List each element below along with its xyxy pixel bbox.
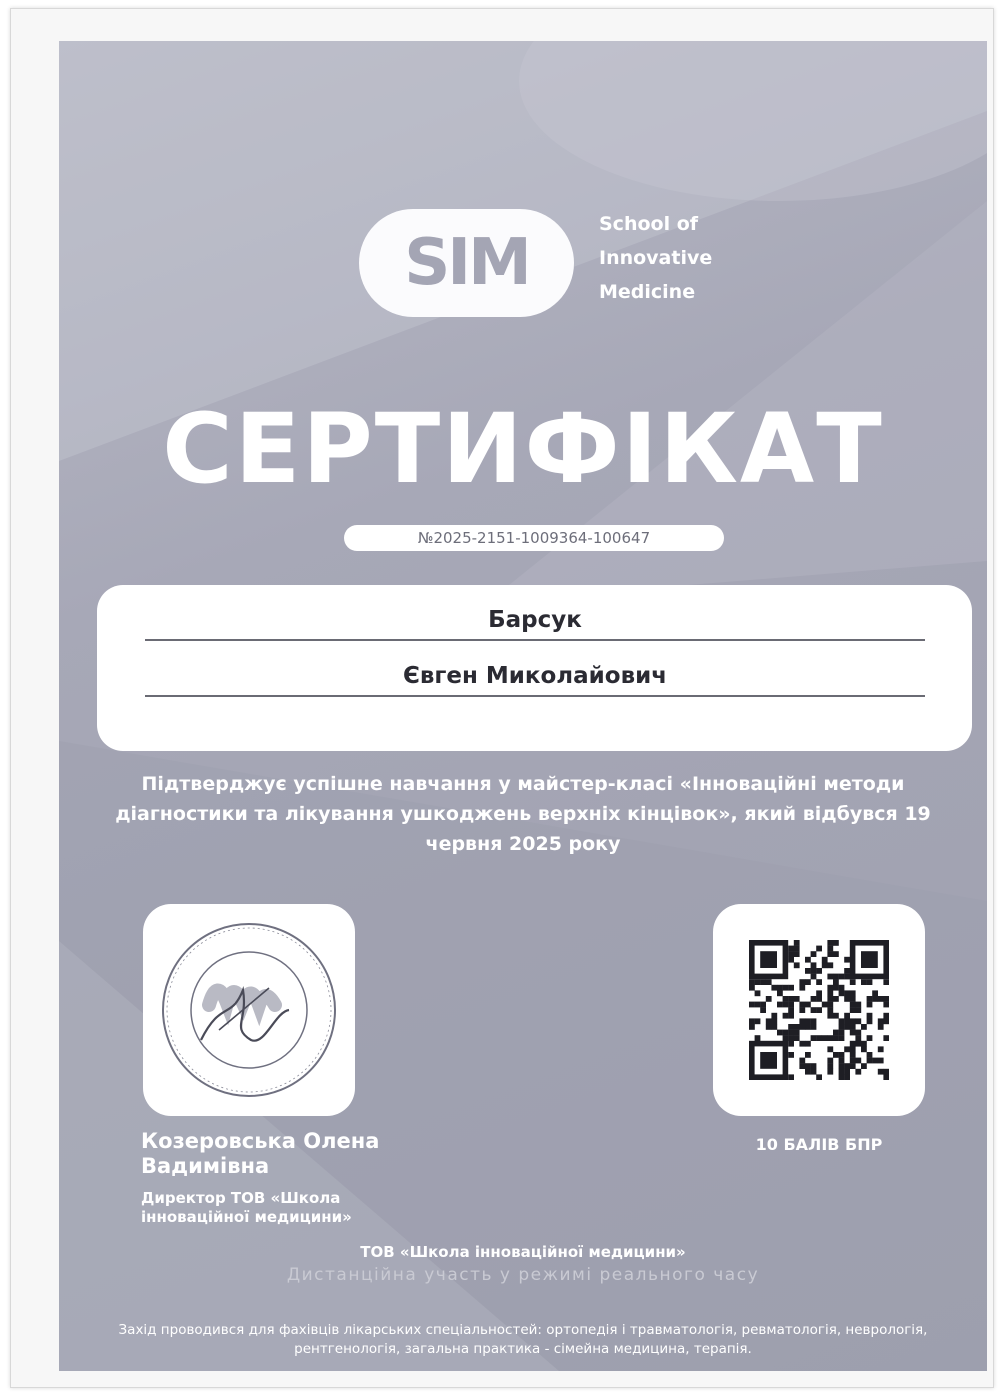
logo-caption-line: Innovative	[599, 247, 713, 269]
certificate-number: №2025-2151-1009364-100647	[344, 525, 724, 551]
participation-mode: Дистанційна участь у режимі реального часу	[286, 1265, 760, 1285]
certificate-title: СЕРТИФІКАТ	[162, 393, 884, 505]
signer-name: Козеровська Олена Вадимівна	[141, 1129, 380, 1178]
signer-role: Директор ТОВ «Школа інноваційної медицини»	[141, 1189, 352, 1226]
recipient-panel	[97, 585, 972, 751]
logo-caption	[599, 207, 799, 309]
recipient-surname: Барсук	[145, 607, 925, 641]
qr-code-icon	[749, 940, 889, 1080]
cpd-points: 10 БАЛІВ БПР	[755, 1135, 883, 1154]
qr-panel	[713, 904, 925, 1116]
stamp-panel	[143, 904, 355, 1116]
organization-name: ТОВ «Школа інноваційної медицини»	[360, 1243, 686, 1261]
sim-logo	[359, 209, 574, 317]
logo-caption-line: School of	[599, 213, 699, 235]
logo-mark: SIM	[404, 226, 529, 300]
footer-note: Захід проводився для фахівців лікарських спеціальностей: ортопедія і травматологія, ревматологія, неврологія, рентгенологія, загальна практика - сімейна медицина, терапія.	[118, 1322, 928, 1357]
seal-icon	[149, 910, 349, 1110]
certificate	[59, 41, 987, 1371]
confirmation-text: Підтверджує успішне навчання у майстер-класі «Інноваційні методи діагностики та лікування ушкоджень верхніх кінцівок», який відбувся 19 червня 2025 року	[115, 773, 931, 855]
logo-caption-line: Medicine	[599, 281, 696, 303]
recipient-given-names: Євген Миколайович	[145, 663, 925, 697]
scanned-paper	[10, 8, 994, 1388]
